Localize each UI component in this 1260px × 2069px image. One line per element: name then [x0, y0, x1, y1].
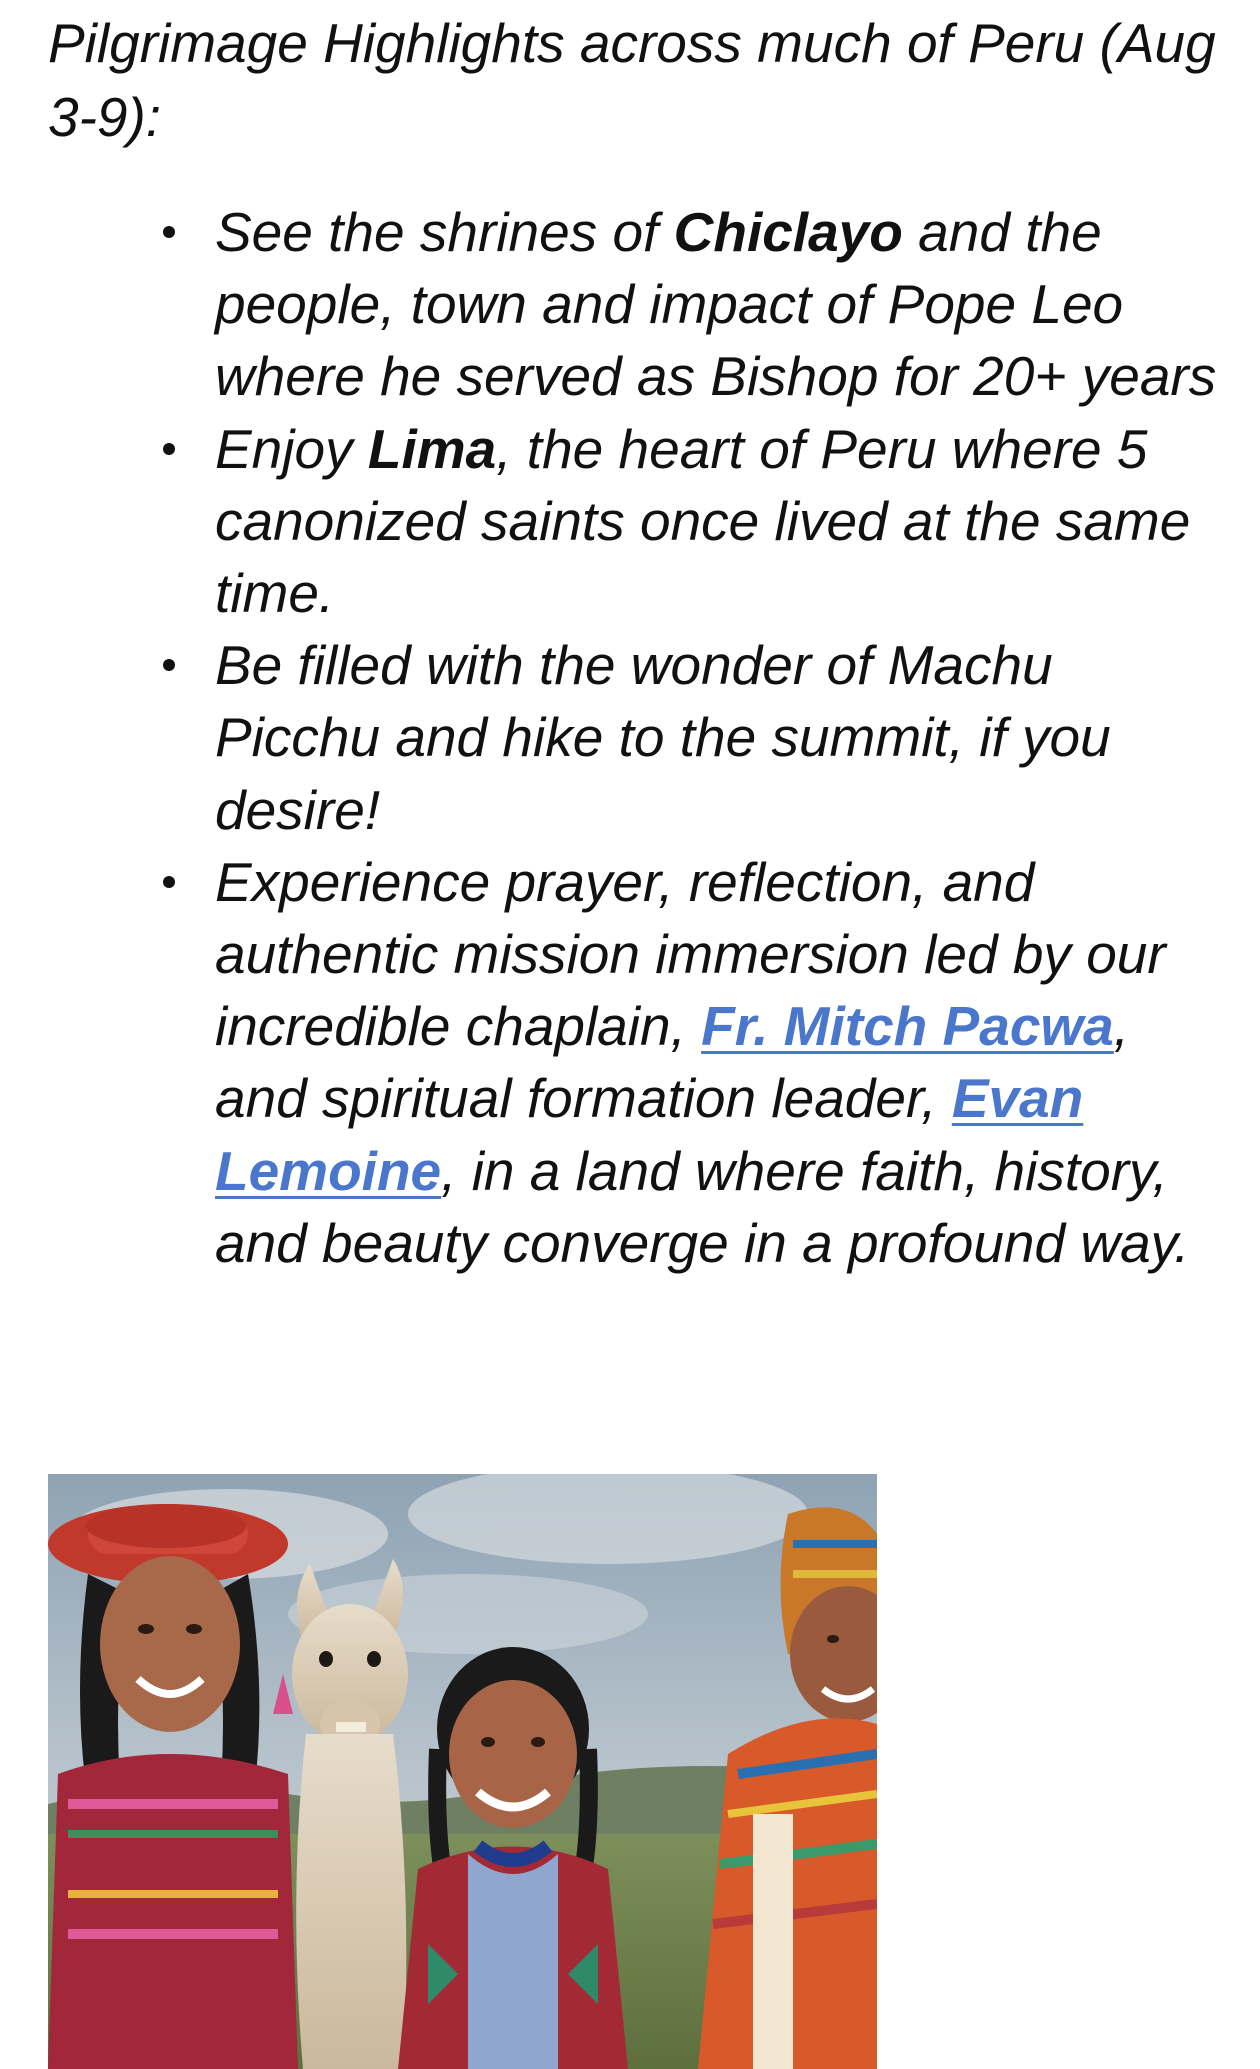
list-item-machu-picchu	[0, 629, 1260, 846]
item-text: , in a land where faith, history, and beauty converge in a profound way.	[215, 1139, 1190, 1274]
photo-illustration	[48, 1474, 877, 2069]
bullet-dot	[163, 659, 175, 671]
list-item-chiclayo	[0, 196, 1260, 413]
link-evan-lemoine[interactable]: Evan Lemoine	[215, 1067, 1084, 1202]
bullet-dot	[163, 876, 175, 888]
list-item-lima	[0, 413, 1260, 630]
item-bold-chiclayo: Chiclayo	[673, 201, 903, 263]
highlights-list	[0, 196, 1260, 1279]
link-fr-mitch-pacwa[interactable]: Fr. Mitch Pacwa	[701, 995, 1114, 1058]
item-text: Be filled with the wonder of Machu Picchu and hike to the summit, if you desire!	[215, 634, 1111, 841]
item-text: See the shrines of	[215, 201, 674, 263]
item-text: Experience prayer, reflection, and authentic mission immersion led by our incredible chaplain,	[215, 850, 1166, 1058]
bullet-dot	[163, 226, 175, 238]
item-text: and the people, town and impact of Pope Leo where he served as Bishop for 20+ years	[215, 201, 1217, 408]
list-item-experience	[0, 846, 1260, 1279]
peru-children-llama-photo	[48, 1474, 877, 2069]
item-text: , the heart of Peru where 5 canonized saints once lived at the same time.	[215, 417, 1191, 625]
item-bold-lima: Lima	[367, 417, 497, 480]
bullet-dot	[163, 443, 175, 455]
highlights-heading: Pilgrimage Highlights across much of Peru (Aug 3-9):	[48, 12, 1216, 148]
item-text: , and spiritual formation leader,	[215, 995, 1130, 1130]
item-text: Enjoy	[215, 417, 368, 480]
